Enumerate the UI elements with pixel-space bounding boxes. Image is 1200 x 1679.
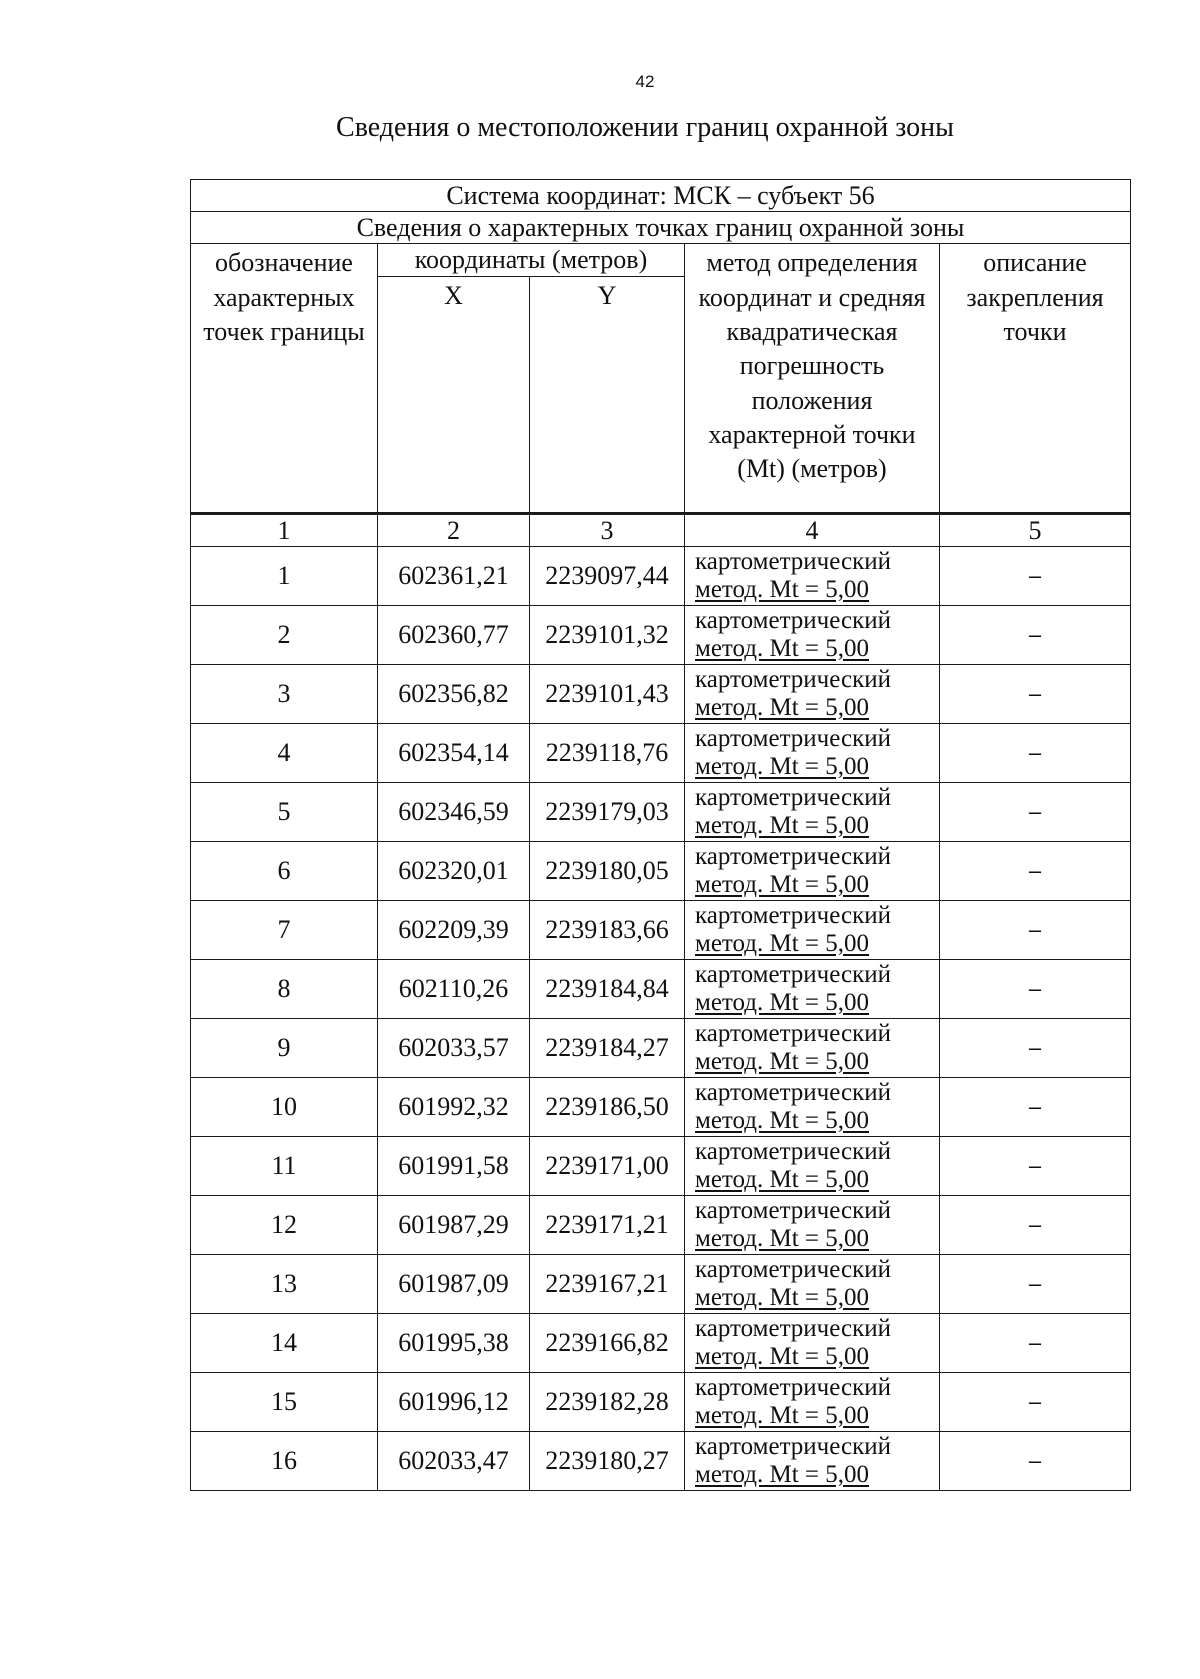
y-coordinate-cell: 2239101,32 — [530, 605, 685, 664]
point-number-cell: 5 — [191, 782, 378, 841]
method-accuracy: метод. Mt = 5,00 — [695, 634, 870, 662]
x-coordinate-cell: 601991,58 — [378, 1136, 530, 1195]
x-header: X — [378, 276, 530, 513]
method-name: картометрический — [695, 961, 891, 989]
x-coordinate-cell: 602033,47 — [378, 1431, 530, 1490]
method-cell — [685, 546, 940, 605]
method-accuracy: метод. Mt = 5,00 — [695, 988, 870, 1016]
x-coordinate-cell: 602356,82 — [378, 664, 530, 723]
table-row — [191, 782, 1131, 841]
page-number: 42 — [635, 72, 655, 91]
y-coordinate-cell: 2239183,66 — [530, 900, 685, 959]
method-name: картометрический — [695, 548, 891, 576]
table-row — [191, 1372, 1131, 1431]
method-name: картометрический — [695, 784, 891, 812]
method-accuracy: метод. Mt = 5,00 — [695, 929, 870, 957]
point-number-cell: 6 — [191, 841, 378, 900]
description-cell: – — [940, 1313, 1131, 1372]
y-coordinate-cell: 2239166,82 — [530, 1313, 685, 1372]
column-number: 3 — [530, 513, 685, 546]
method-cell — [685, 1313, 940, 1372]
description-cell: – — [940, 900, 1131, 959]
point-number-cell: 13 — [191, 1254, 378, 1313]
point-number-cell: 15 — [191, 1372, 378, 1431]
point-number-cell: 12 — [191, 1195, 378, 1254]
x-coordinate-cell: 602033,57 — [378, 1018, 530, 1077]
method-accuracy: метод. Mt = 5,00 — [695, 1401, 870, 1429]
method-header: метод определения координат и средняя квадратическая погрешность положения характерной точки (Mt) (метров) — [685, 244, 940, 513]
y-coordinate-cell: 2239167,21 — [530, 1254, 685, 1313]
x-coordinate-cell: 601996,12 — [378, 1372, 530, 1431]
point-number-cell: 2 — [191, 605, 378, 664]
x-coordinate-cell: 601995,38 — [378, 1313, 530, 1372]
x-coordinate-cell: 602110,26 — [378, 959, 530, 1018]
boundary-points-table — [190, 179, 1131, 1491]
description-cell: – — [940, 546, 1131, 605]
x-coordinate-cell: 602360,77 — [378, 605, 530, 664]
y-coordinate-cell: 2239184,84 — [530, 959, 685, 1018]
method-accuracy: метод. Mt = 5,00 — [695, 575, 870, 603]
method-name: картометрический — [695, 843, 891, 871]
table-row — [191, 1077, 1131, 1136]
point-number-cell: 11 — [191, 1136, 378, 1195]
x-coordinate-cell: 601987,29 — [378, 1195, 530, 1254]
table-row — [191, 546, 1131, 605]
y-coordinate-cell: 2239186,50 — [530, 1077, 685, 1136]
y-coordinate-cell: 2239180,05 — [530, 841, 685, 900]
point-number-cell: 7 — [191, 900, 378, 959]
method-accuracy: метод. Mt = 5,00 — [695, 1106, 870, 1134]
description-cell: – — [940, 959, 1131, 1018]
x-coordinate-cell: 602209,39 — [378, 900, 530, 959]
table-row — [191, 1018, 1131, 1077]
y-coordinate-cell: 2239184,27 — [530, 1018, 685, 1077]
method-cell — [685, 1195, 940, 1254]
table-row — [191, 1254, 1131, 1313]
y-header: Y — [530, 276, 685, 513]
method-accuracy: метод. Mt = 5,00 — [695, 1283, 870, 1311]
method-name: картометрический — [695, 1197, 891, 1225]
method-cell — [685, 959, 940, 1018]
y-coordinate-cell: 2239179,03 — [530, 782, 685, 841]
description-cell: – — [940, 1018, 1131, 1077]
x-coordinate-cell: 601992,32 — [378, 1077, 530, 1136]
method-accuracy: метод. Mt = 5,00 — [695, 870, 870, 898]
coordinate-system-header: Система координат: МСК – субъект 56 — [191, 180, 1131, 212]
coords-header: координаты (метров) — [378, 244, 685, 276]
point-number-cell: 1 — [191, 546, 378, 605]
description-cell: – — [940, 1254, 1131, 1313]
x-coordinate-cell: 602361,21 — [378, 546, 530, 605]
method-cell — [685, 1431, 940, 1490]
description-cell: – — [940, 1431, 1131, 1490]
section-title-header: Сведения о характерных точках границ охранной зоны — [191, 212, 1131, 244]
method-accuracy: метод. Mt = 5,00 — [695, 752, 870, 780]
method-name: картометрический — [695, 902, 891, 930]
method-cell — [685, 1077, 940, 1136]
method-cell — [685, 664, 940, 723]
y-coordinate-cell: 2239171,21 — [530, 1195, 685, 1254]
method-accuracy: метод. Mt = 5,00 — [695, 1047, 870, 1075]
table-row — [191, 723, 1131, 782]
method-cell — [685, 1254, 940, 1313]
method-name: картометрический — [695, 1079, 891, 1107]
method-name: картометрический — [695, 1138, 891, 1166]
x-coordinate-cell: 602346,59 — [378, 782, 530, 841]
description-cell: – — [940, 782, 1131, 841]
method-accuracy: метод. Mt = 5,00 — [695, 693, 870, 721]
description-cell: – — [940, 841, 1131, 900]
column-numbers-row — [191, 513, 1131, 546]
x-coordinate-cell: 601987,09 — [378, 1254, 530, 1313]
method-name: картометрический — [695, 1315, 891, 1343]
method-name: картометрический — [695, 607, 891, 635]
y-coordinate-cell: 2239180,27 — [530, 1431, 685, 1490]
method-name: картометрический — [695, 1256, 891, 1284]
method-name: картометрический — [695, 1374, 891, 1402]
x-coordinate-cell: 602354,14 — [378, 723, 530, 782]
table-row — [191, 959, 1131, 1018]
table-row — [191, 664, 1131, 723]
table-row — [191, 605, 1131, 664]
method-cell — [685, 1372, 940, 1431]
table-row — [191, 1313, 1131, 1372]
description-cell: – — [940, 1372, 1131, 1431]
method-name: картометрический — [695, 1433, 891, 1461]
description-cell: – — [940, 664, 1131, 723]
method-accuracy: метод. Mt = 5,00 — [695, 1342, 870, 1370]
x-coordinate-cell: 602320,01 — [378, 841, 530, 900]
method-accuracy: метод. Mt = 5,00 — [695, 1224, 870, 1252]
table-row — [191, 1195, 1131, 1254]
description-cell: – — [940, 1136, 1131, 1195]
method-accuracy: метод. Mt = 5,00 — [695, 1460, 870, 1488]
description-cell: – — [940, 1077, 1131, 1136]
point-number-cell: 4 — [191, 723, 378, 782]
point-number-cell: 8 — [191, 959, 378, 1018]
y-coordinate-cell: 2239101,43 — [530, 664, 685, 723]
method-name: картометрический — [695, 666, 891, 694]
table-row — [191, 1136, 1131, 1195]
description-header: описание закрепления точки — [940, 244, 1131, 513]
method-cell — [685, 1136, 940, 1195]
method-accuracy: метод. Mt = 5,00 — [695, 1165, 870, 1193]
point-label-header: обозначение характерных точек границы — [191, 244, 378, 513]
y-coordinate-cell: 2239118,76 — [530, 723, 685, 782]
method-cell — [685, 841, 940, 900]
point-number-cell: 9 — [191, 1018, 378, 1077]
y-coordinate-cell: 2239182,28 — [530, 1372, 685, 1431]
description-cell: – — [940, 1195, 1131, 1254]
table-row — [191, 841, 1131, 900]
description-cell: – — [940, 723, 1131, 782]
method-cell — [685, 605, 940, 664]
description-cell: – — [940, 605, 1131, 664]
point-number-cell: 3 — [191, 664, 378, 723]
method-name: картометрический — [695, 725, 891, 753]
method-accuracy: метод. Mt = 5,00 — [695, 811, 870, 839]
page-title: Сведения о местоположении границ охранной зоны — [336, 112, 954, 143]
column-number: 2 — [378, 513, 530, 546]
method-cell — [685, 1018, 940, 1077]
point-number-cell: 14 — [191, 1313, 378, 1372]
method-cell — [685, 723, 940, 782]
point-number-cell: 10 — [191, 1077, 378, 1136]
method-cell — [685, 900, 940, 959]
table-row — [191, 900, 1131, 959]
column-number: 4 — [685, 513, 940, 546]
column-number: 5 — [940, 513, 1131, 546]
table-row — [191, 1431, 1131, 1490]
y-coordinate-cell: 2239171,00 — [530, 1136, 685, 1195]
method-cell — [685, 782, 940, 841]
method-name: картометрический — [695, 1020, 891, 1048]
column-number: 1 — [191, 513, 378, 546]
point-number-cell: 16 — [191, 1431, 378, 1490]
y-coordinate-cell: 2239097,44 — [530, 546, 685, 605]
